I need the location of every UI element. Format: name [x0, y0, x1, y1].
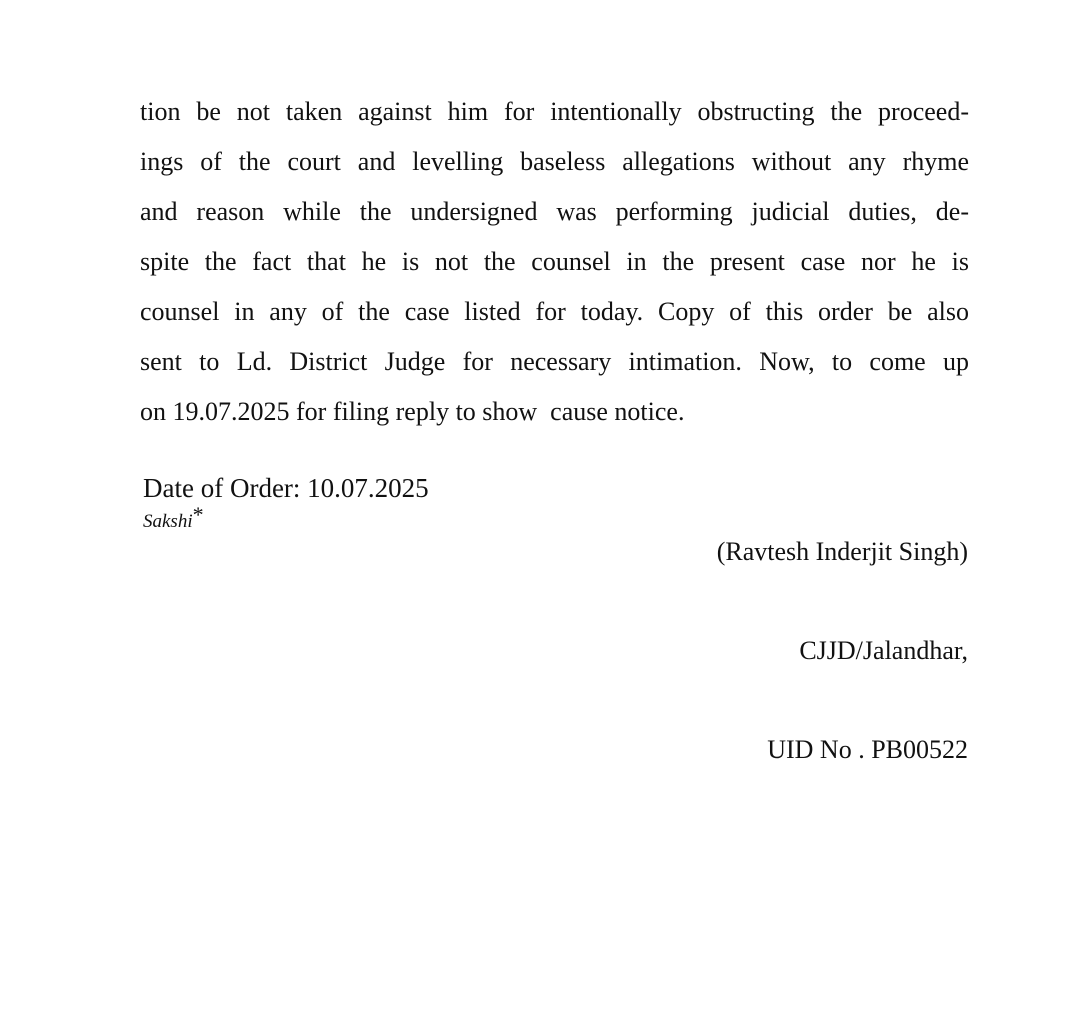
stenographer-asterisk: * — [192, 502, 204, 527]
order-paragraph-line: tion be not taken against him for intentionally obstructing the proceed- — [140, 97, 969, 126]
order-paragraph-line: on 19.07.2025 for filing reply to show cause notice. — [140, 397, 685, 426]
stenographer-name: Sakshi — [143, 511, 193, 532]
order-paragraph-line: sent to Ld. District Judge for necessary intimation. Now, to come up — [140, 347, 969, 376]
signature-block — [717, 469, 968, 832]
judge-uid: UID No . PB00522 — [767, 735, 968, 764]
order-date: Date of Order: 10.07.2025 — [143, 473, 429, 503]
judge-name: (Ravtesh Inderjit Singh) — [716, 537, 968, 566]
order-paragraph-line: spite the fact that he is not the counsel in the present case nor he is — [140, 247, 969, 276]
order-paragraph — [140, 87, 969, 437]
order-paragraph-line: ings of the court and levelling baseless allegations without any rhyme — [140, 147, 969, 176]
judge-designation: CJJD/Jalandhar, — [799, 636, 968, 665]
stenographer-initials — [143, 502, 429, 533]
order-paragraph-line: and reason while the undersigned was performing judicial duties, de- — [140, 197, 969, 226]
order-paragraph-line: counsel in any of the case listed for today. Copy of this order be also — [140, 297, 969, 326]
order-date-block — [143, 472, 429, 533]
